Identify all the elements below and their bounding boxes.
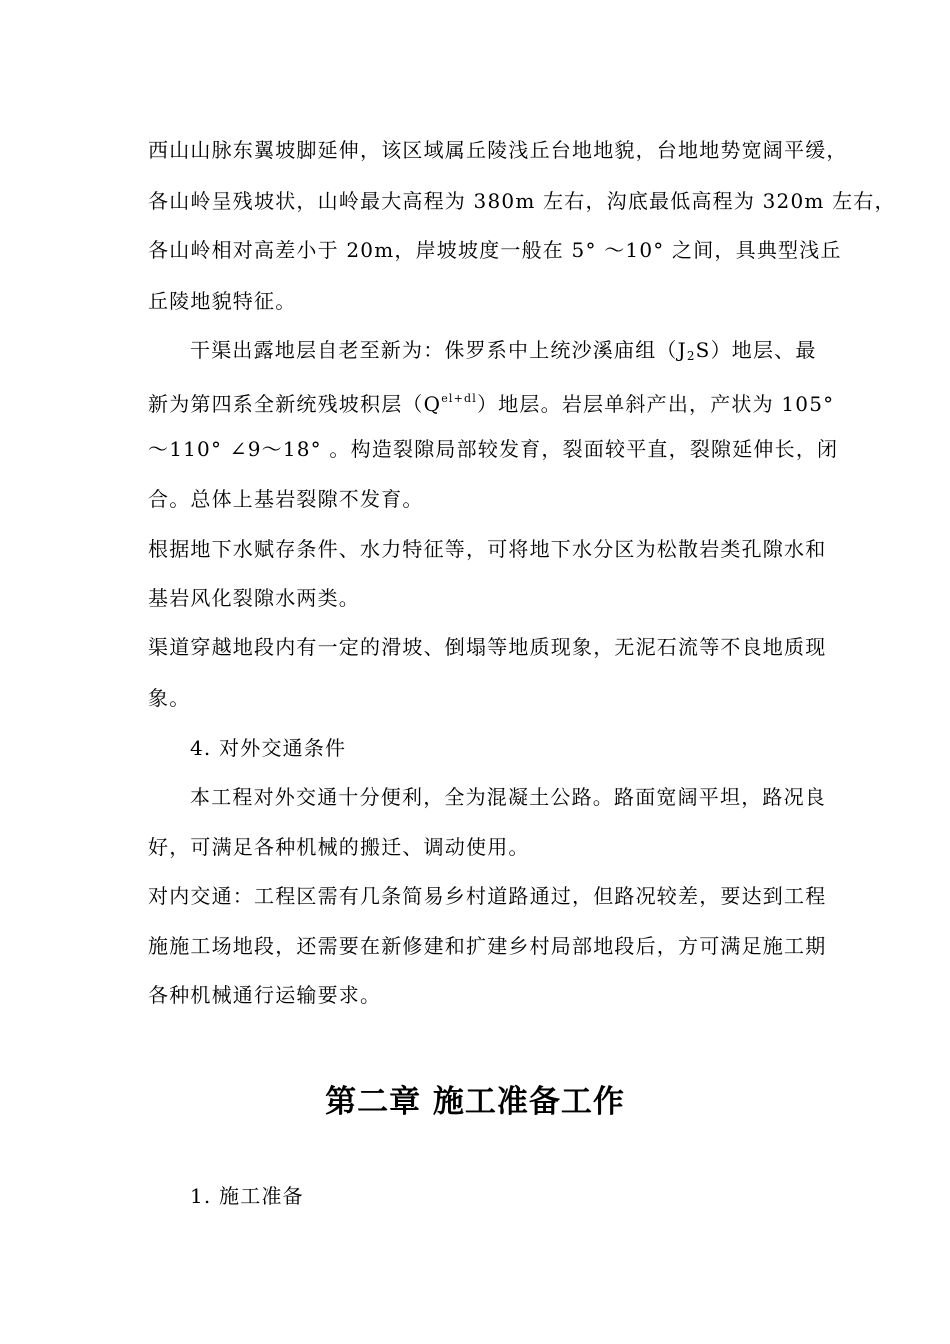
paragraph-line: 各山岭呈残坡状，山岭最大高程为 380m 左右，沟底最低高程为 320m 左右，: [148, 189, 896, 213]
strata-line: [190, 337, 817, 369]
strata-prefix: 干渠出露地层自老至新为：侏罗系中上统沙溪庙组（J: [190, 338, 687, 362]
paragraph-line: 根据地下水赋存条件、水力特征等，可将地下水分区为松散岩类孔隙水和: [148, 537, 827, 561]
paragraph-line: 基岩风化裂隙水两类。: [148, 586, 360, 610]
quaternary-superscript: el+dl: [441, 392, 478, 405]
quaternary-prefix: 新为第四系全新统残坡积层（Q: [148, 392, 442, 416]
paragraph-line: 施施工场地段，还需要在新修建和扩建乡村局部地段后，方可满足施工期: [148, 934, 827, 958]
paragraph-line: 本工程对外交通十分便利，全为混凝土公路。路面宽阔平坦，路况良: [190, 785, 826, 809]
paragraph-line: 对内交通：工程区需有几条简易乡村道路通过，但路况较差，要达到工程: [148, 884, 827, 908]
paragraph-line: 好，可满足各种机械的搬迁、调动使用。: [148, 835, 530, 859]
paragraph-line: 象。: [148, 686, 191, 710]
chapter-title: 第二章 施工准备工作: [325, 1084, 625, 1120]
quaternary-suffix: ）地层。岩层单斜产出，产状为 105°: [477, 392, 835, 416]
paragraph-line: 合。总体上基岩裂隙不发育。: [148, 487, 424, 511]
paragraph-line: 渠道穿越地段内有一定的滑坡、倒塌等地质现象，无泥石流等不良地质现: [148, 635, 827, 659]
section-heading-preparation: 1. 施工准备: [190, 1184, 304, 1208]
strata-subscript: 2: [686, 349, 696, 363]
quaternary-line: [148, 386, 834, 417]
paragraph-line: 各种机械通行运输要求。: [148, 983, 382, 1007]
paragraph-line: 各山岭相对高差小于 20m，岸坡坡度一般在 5° ～10° 之间，具典型浅丘: [148, 238, 842, 262]
paragraph-line: ～110° ∠9～18° 。构造裂隙局部较发育，裂面较平直，裂隙延伸长，闭: [148, 437, 839, 461]
paragraph-line: 丘陵地貌特征。: [148, 289, 297, 313]
section-heading-traffic: 4. 对外交通条件: [190, 736, 347, 760]
strata-suffix: S）地层、最: [695, 338, 817, 362]
paragraph-line: 西山山脉东翼坡脚延伸，该区域属丘陵浅丘台地地貌，台地地势宽阔平缓，: [148, 138, 848, 162]
